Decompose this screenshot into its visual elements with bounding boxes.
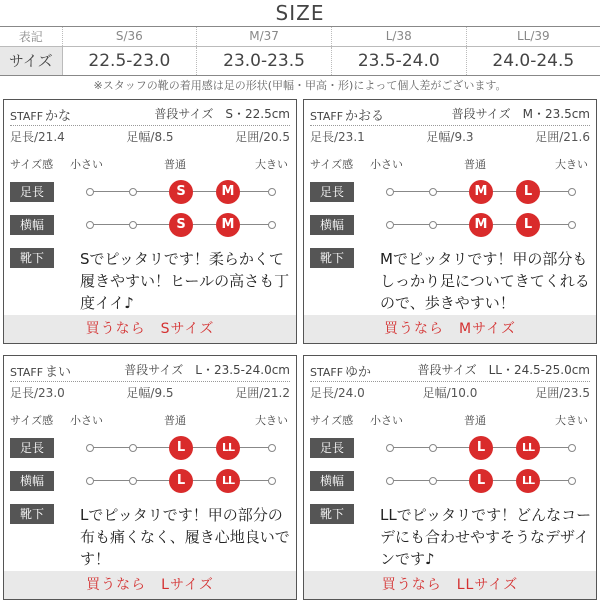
size-mark: LL (516, 469, 540, 493)
scale-dot (268, 444, 276, 452)
usual-size: 普段サイズ S・22.5cm (154, 107, 290, 121)
staff-name: ゆか (345, 365, 372, 380)
size-mark: M (469, 213, 493, 237)
scale-dot (429, 221, 437, 229)
width-scale (386, 469, 576, 493)
foot-length: 足長/24.0 (310, 386, 365, 400)
staff-comment: Mでピッタリです！甲の部分もしっかり足についてきてくれるので、歩きやすい！ (380, 250, 590, 312)
scale-dot (129, 444, 137, 452)
staff-header (10, 105, 290, 123)
size-table (0, 27, 600, 76)
scale-dot (568, 477, 576, 485)
size-table-header-row (0, 27, 600, 46)
staff-comment: Sでピッタリです！柔らかくて履きやすい！ヒールの高さも丁度イイ♪ (80, 250, 290, 312)
foot-girth: 足囲/23.5 (535, 386, 590, 400)
staff-name: かおる (345, 109, 385, 124)
scale-dot (386, 221, 394, 229)
size-mark: L (169, 436, 193, 460)
fit-disclaimer: ※スタッフの靴の着用感は足の形状(甲幅・甲高・形)によって個人差がございます。 (93, 79, 507, 92)
size-code-s: S/36 (62, 27, 197, 46)
tag-length: 足長 (310, 438, 354, 458)
scale-dot (386, 188, 394, 196)
staff-label: STAFF (310, 366, 344, 379)
length-scale (386, 180, 576, 204)
scale-fit-label: 普通 (164, 414, 186, 427)
staff-card (3, 355, 297, 600)
staff-name: かな (45, 109, 72, 124)
size-code-l: L/38 (331, 27, 466, 46)
scale-dot (268, 221, 276, 229)
size-feel-label: サイズ感 (310, 158, 354, 171)
scale-small-label: 小さい (70, 414, 103, 427)
size-table-value-row (0, 46, 600, 75)
staff-label: STAFF (10, 110, 44, 123)
tag-shoes: 靴下 (10, 504, 54, 524)
staff-label: STAFF (10, 366, 44, 379)
tag-length: 足長 (310, 182, 354, 202)
length-scale (86, 180, 276, 204)
scale-big-label: 大きい (255, 158, 288, 171)
tag-shoes: 靴下 (310, 248, 354, 268)
size-range-l: 23.5-24.0 (331, 46, 466, 75)
foot-length: 足長/23.0 (10, 386, 65, 400)
staff-card (3, 99, 297, 344)
staff-comment: LLでピッタリです！どんなコーデにも合わせやすそうなデザインです♪ (380, 506, 592, 568)
foot-width: 足幅/8.5 (126, 130, 174, 144)
foot-measurements (310, 384, 590, 400)
size-mark: L (469, 469, 493, 493)
length-scale (86, 436, 276, 460)
scale-dot (568, 188, 576, 196)
scale-dot (268, 188, 276, 196)
header-divider (310, 125, 590, 126)
scale-dot (86, 444, 94, 452)
tag-length: 足長 (10, 182, 54, 202)
size-mark: L (469, 436, 493, 460)
size-mark: M (216, 180, 240, 204)
scale-dot (129, 477, 137, 485)
scale-small-label: 小さい (70, 158, 103, 171)
scale-small-label: 小さい (370, 414, 403, 427)
usual-size: 普段サイズ LL・24.5-25.0cm (417, 363, 590, 377)
foot-measurements (10, 128, 290, 144)
tag-length: 足長 (10, 438, 54, 458)
foot-width: 足幅/10.0 (422, 386, 478, 400)
tag-width: 横幅 (310, 471, 354, 491)
recommend-footer: 買うなら Lサイズ (4, 571, 296, 599)
scale-big-label: 大きい (555, 158, 588, 171)
scale-dot (86, 221, 94, 229)
length-scale (386, 436, 576, 460)
page-title: SIZE (275, 1, 325, 25)
size-feel-label: サイズ感 (10, 158, 54, 171)
width-scale (386, 213, 576, 237)
scale-dot (429, 444, 437, 452)
foot-girth: 足囲/21.6 (535, 130, 590, 144)
staff-card (303, 355, 597, 600)
scale-dot (386, 477, 394, 485)
scale-dot (268, 477, 276, 485)
tag-width: 横幅 (10, 471, 54, 491)
scale-dot (429, 477, 437, 485)
size-range-m: 23.0-23.5 (197, 46, 332, 75)
size-feel-label: サイズ感 (10, 414, 54, 427)
foot-measurements (310, 128, 590, 144)
foot-length: 足長/21.4 (10, 130, 65, 144)
header-divider (10, 125, 290, 126)
size-mark: M (216, 213, 240, 237)
header-divider (10, 381, 290, 382)
foot-width: 足幅/9.3 (426, 130, 474, 144)
scale-dot (86, 477, 94, 485)
scale-fit-label: 普通 (464, 414, 486, 427)
size-mark: S (169, 213, 193, 237)
scale-fit-label: 普通 (464, 158, 486, 171)
tag-shoes: 靴下 (10, 248, 54, 268)
foot-width: 足幅/9.5 (126, 386, 174, 400)
scale-dot (86, 188, 94, 196)
size-range-s: 22.5-23.0 (62, 46, 197, 75)
size-mark: M (469, 180, 493, 204)
size-mark: LL (216, 436, 240, 460)
scale-dot (568, 444, 576, 452)
scale-dot (568, 221, 576, 229)
foot-measurements (10, 384, 290, 400)
tag-width: 横幅 (10, 215, 54, 235)
recommend-footer: 買うなら Sサイズ (4, 315, 296, 343)
recommend-footer: 買うなら Mサイズ (304, 315, 596, 343)
staff-name: まい (45, 365, 72, 380)
usual-size: 普段サイズ M・23.5cm (451, 107, 590, 121)
staff-header (10, 361, 290, 379)
recommend-footer: 買うなら LLサイズ (304, 571, 596, 599)
foot-girth: 足囲/21.2 (235, 386, 290, 400)
width-scale (86, 469, 276, 493)
scale-big-label: 大きい (255, 414, 288, 427)
size-code-ll: LL/39 (466, 27, 600, 46)
staff-label: STAFF (310, 110, 344, 123)
foot-girth: 足囲/20.5 (235, 130, 290, 144)
scale-dot (429, 188, 437, 196)
staff-card (303, 99, 597, 344)
header-divider (310, 381, 590, 382)
staff-comment: Lでピッタリです！甲の部分の布も痛くなく、履き心地良いです！ (80, 506, 290, 568)
size-mark: L (516, 213, 540, 237)
size-range-ll: 24.0-24.5 (466, 46, 600, 75)
scale-big-label: 大きい (555, 414, 588, 427)
size-table-label-header: 表記 (0, 27, 62, 46)
scale-fit-label: 普通 (164, 158, 186, 171)
size-code-m: M/37 (197, 27, 332, 46)
size-mark: LL (516, 436, 540, 460)
scale-dot (129, 188, 137, 196)
tag-shoes: 靴下 (310, 504, 354, 524)
width-scale (86, 213, 276, 237)
usual-size: 普段サイズ L・23.5-24.0cm (124, 363, 290, 377)
scale-small-label: 小さい (370, 158, 403, 171)
size-mark: S (169, 180, 193, 204)
size-mark: L (516, 180, 540, 204)
staff-header (310, 105, 590, 123)
scale-dot (386, 444, 394, 452)
staff-header (310, 361, 590, 379)
size-mark: LL (216, 469, 240, 493)
size-mark: L (169, 469, 193, 493)
tag-width: 横幅 (310, 215, 354, 235)
size-table-label-row: サイズ (0, 46, 62, 75)
scale-dot (129, 221, 137, 229)
foot-length: 足長/23.1 (310, 130, 365, 144)
size-feel-label: サイズ感 (310, 414, 354, 427)
